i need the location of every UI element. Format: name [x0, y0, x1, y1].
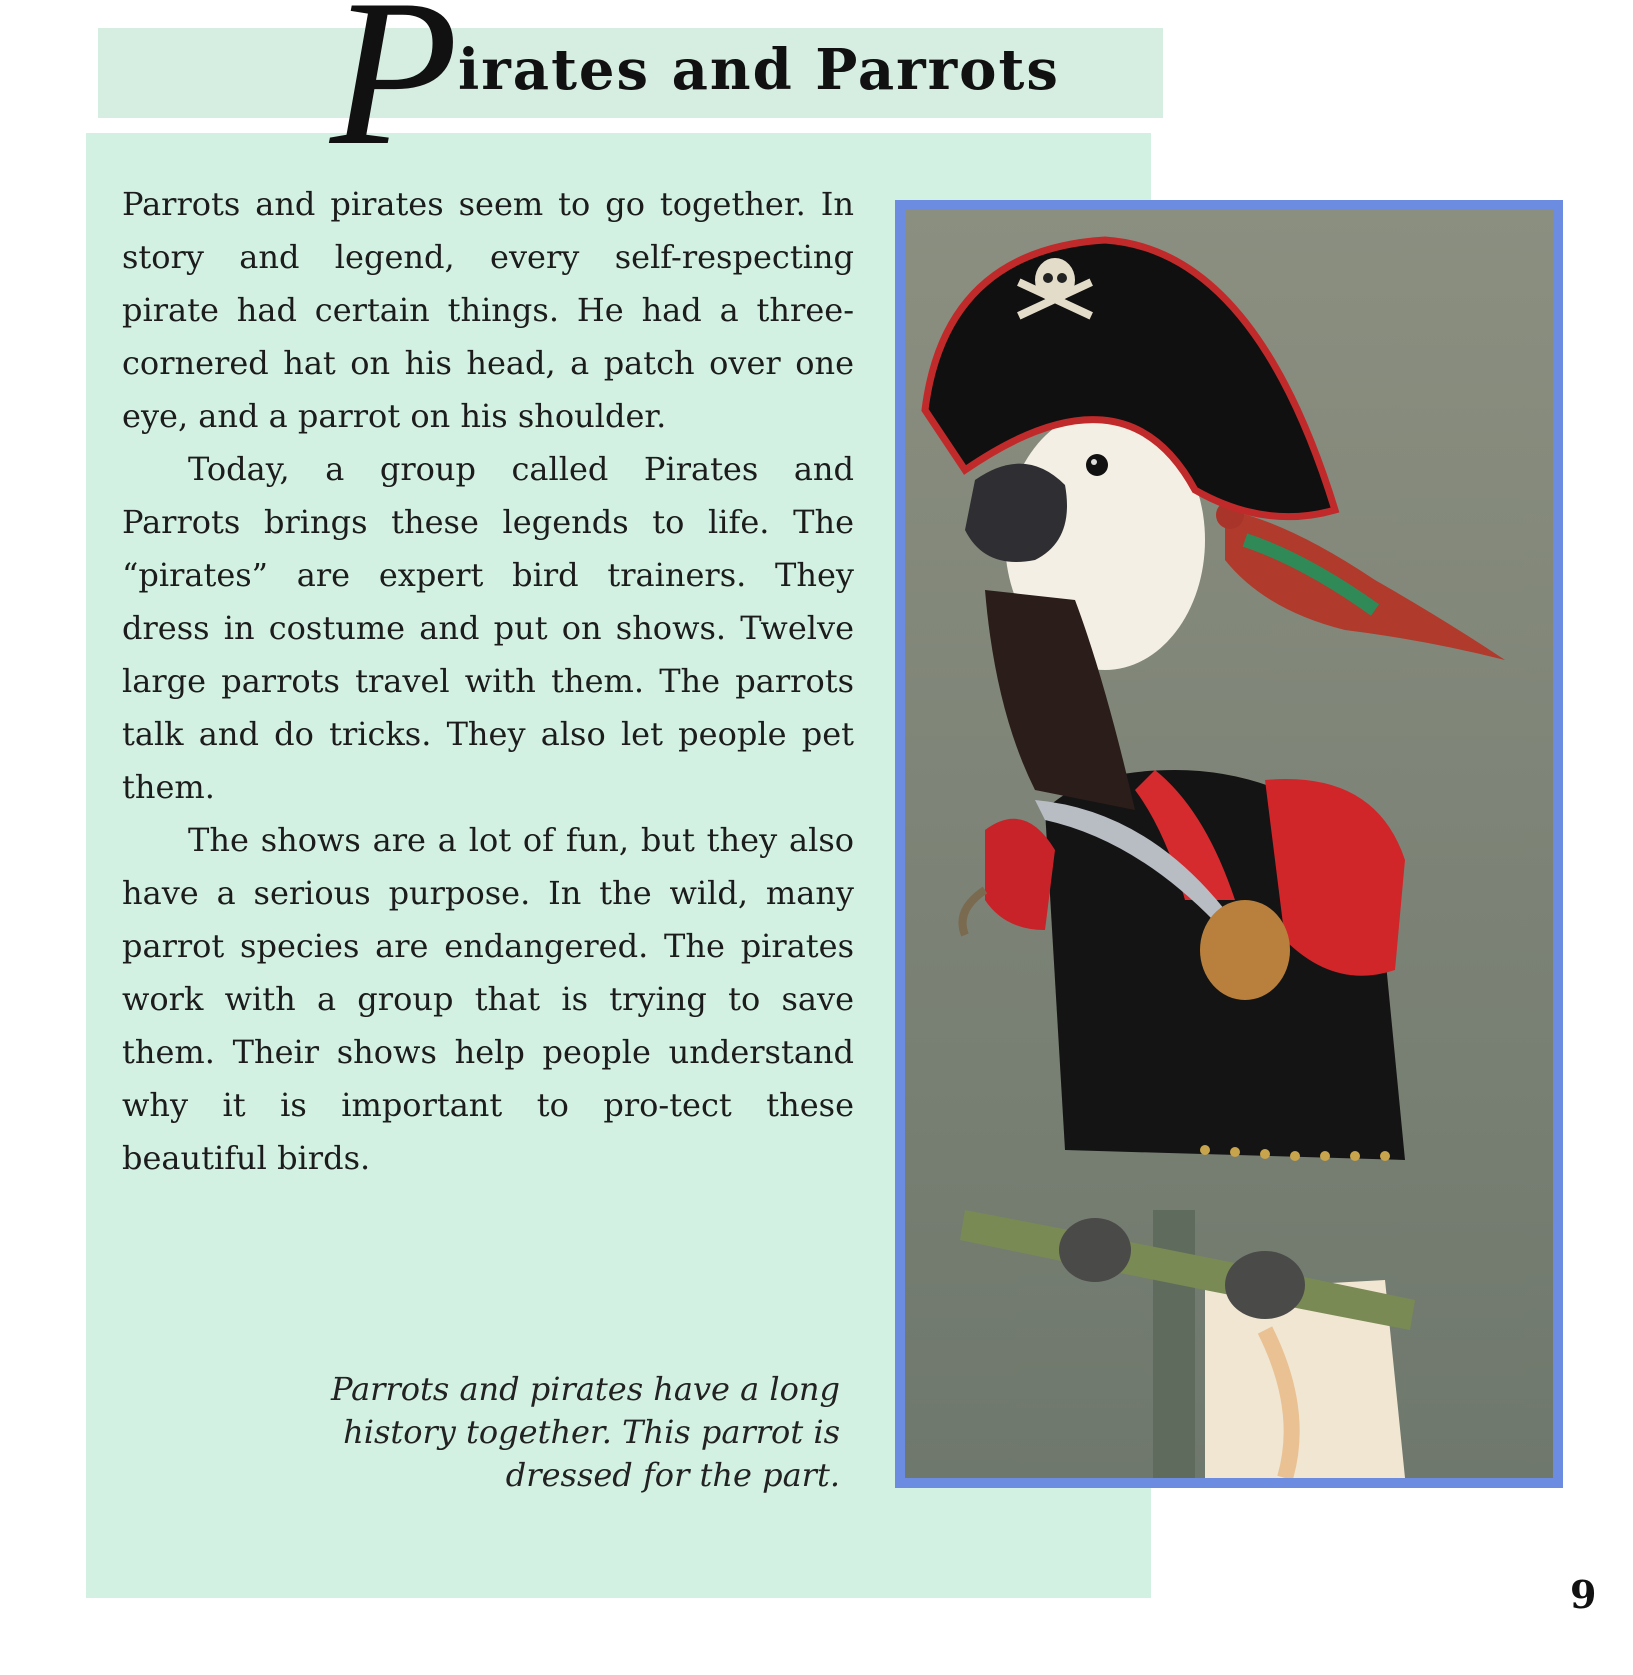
- paragraph-2: Today, a group called Pirates and Parrots brings these legends to life. The “pirates” are expert bird trainers. They dress in costume and put on shows. Twelve large parrots travel with them. The parrots talk and do tricks. They also let people pet them.: [122, 450, 854, 806]
- photo-caption: Parrots and pirates have a long history together. This parrot is dressed for the part.: [330, 1370, 840, 1494]
- paragraph-1: Parrots and pirates seem to go together. In story and legend, every self-respecting pirate had certain things. He had a three-cornered hat on his head, a patch over one eye, and a parrot on his shoulder.: [122, 185, 854, 435]
- parrot-photo: [905, 210, 1553, 1478]
- page-title: irates and Parrots: [458, 37, 1060, 103]
- photo-frame: [895, 200, 1563, 1488]
- title-initial: P: [330, 0, 459, 189]
- paragraph-3: The shows are a lot of fun, but they also have a serious purpose. In the wild, many parrot species are endangered. The pirates work with a group that is trying to save them. Their shows help people understand why it is important to pro-tect these beautiful birds.: [122, 821, 854, 1177]
- article-body: [122, 178, 854, 1185]
- pirate-parrot-illustration: [905, 210, 1553, 1478]
- page-number: 9: [1570, 1572, 1597, 1617]
